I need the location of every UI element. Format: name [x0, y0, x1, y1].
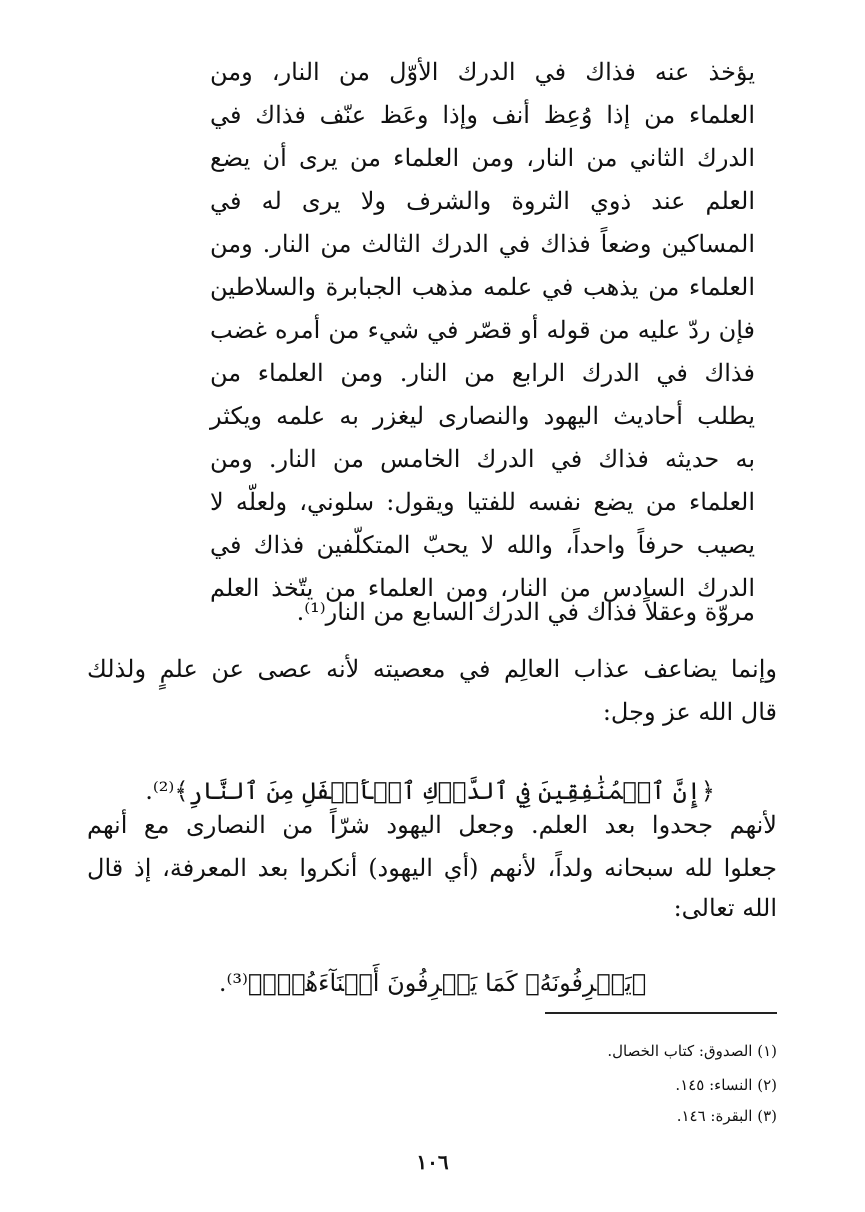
quran-verse-2: ﴿يَعۡرِفُونَهُۥ كَمَا يَعۡرِفُونَ أَبۡنَآءَهُمۡۖ﴾⁽³⁾. — [218, 969, 647, 997]
text-line: وإنما يضاعف عذاب العالِم في معصيته لأنه عصى عن علمٍ ولذلك — [87, 655, 777, 683]
text-line: العلماء من يذهب في علمه مذهب الجبابرة والسلاطين — [210, 273, 755, 301]
text-line: العلماء من إذا وُعِظ أنف وإذا وعَظ عنّف فذاك في — [210, 101, 755, 129]
text-line: يصيب حرفاً واحداً، والله لا يحبّ المتكلّفين فذاك في — [210, 531, 755, 559]
quran-verse-1: ﴿إِنَّ ٱلۡمُنَٰفِقِينَ فِي ٱلدَّرۡكِ ٱلۡأَسۡفَلِ مِنَ ٱلنَّارِ﴾⁽²⁾. — [145, 777, 715, 805]
text-line: فإن ردّ عليه من قوله أو قصّر في شيء من أمره غضب — [210, 316, 755, 344]
text-line: الله تعالى: — [673, 894, 777, 922]
footnote-1: (١) الصدوق: كتاب الخصال. — [607, 1042, 777, 1060]
text-line: مروّة وعقلاً فذاك في الدرك السابع من النار⁽¹⁾. — [296, 598, 755, 626]
text-line: العلماء من يضع نفسه للفتيا ويقول: سلوني، ولعلّه لا — [210, 488, 755, 516]
text-line: يؤخذ عنه فذاك في الدرك الأوّل من النار، ومن — [210, 58, 755, 86]
text-line: يطلب أحاديث اليهود والنصارى ليغزر به علمه ويكثر — [210, 402, 755, 430]
text-line: لأنهم جحدوا بعد العلم. وجعل اليهود شرّاً من النصارى مع أنهم — [87, 811, 777, 839]
text-line: جعلوا لله سبحانه ولداً، لأنهم (أي اليهود) أنكروا بعد المعرفة، إذ قال — [87, 854, 777, 882]
page-number: ١٠٦ — [416, 1150, 449, 1174]
footnote-3: (٣) البقرة: ١٤٦. — [676, 1107, 777, 1125]
text-line: العلم عند ذوي الثروة والشرف ولا يرى له في — [210, 187, 755, 215]
footnote-divider — [545, 1012, 777, 1014]
text-line: المساكين وضعاً فذاك في الدرك الثالث من النار. ومن — [210, 230, 755, 258]
text-line: الدرك الثاني من النار، ومن العلماء من يرى أن يضع — [210, 144, 756, 172]
text-line: الدرك السادس من النار، ومن العلماء من يتّخذ العلم — [210, 574, 755, 602]
text-line: به حديثه فذاك في الدرك الخامس من النار. ومن — [210, 445, 755, 473]
footnote-2: (٢) النساء: ١٤٥. — [675, 1076, 777, 1094]
text-line: فذاك في الدرك الرابع من النار. ومن العلماء من — [210, 359, 755, 387]
text-line: قال الله عز وجل: — [602, 698, 777, 726]
